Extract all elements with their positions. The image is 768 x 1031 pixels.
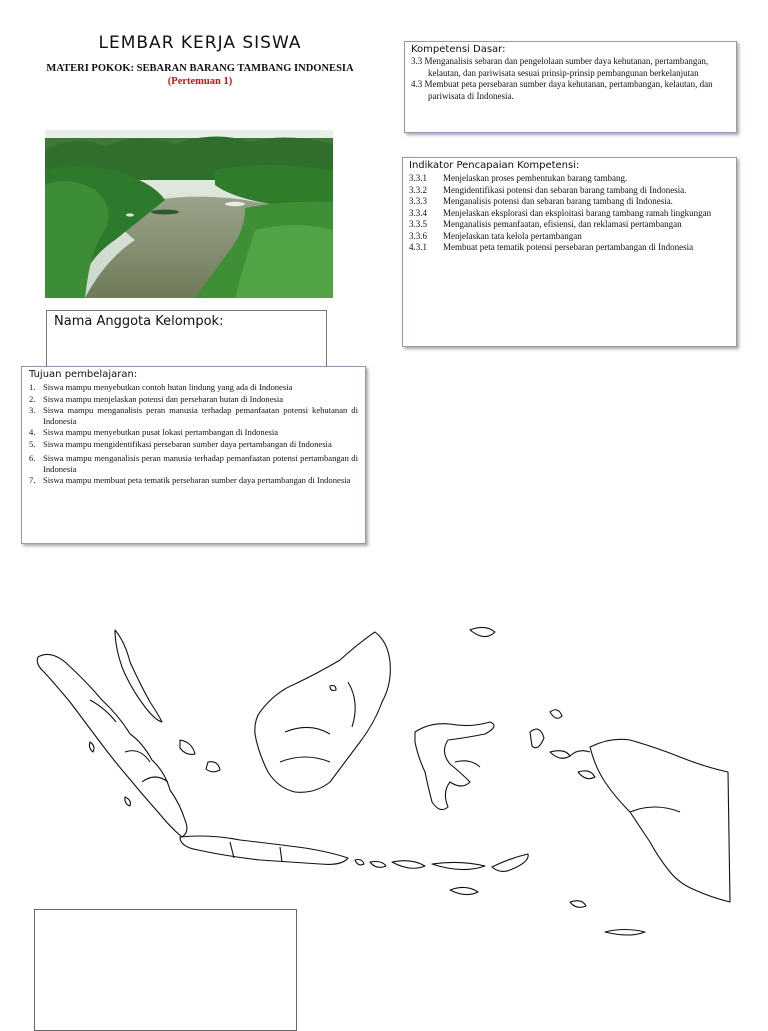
worksheet-subtitle: MATERI POKOK: SEBARAN BARANG TAMBANG INDONESIA [46, 63, 354, 74]
tujuan-item: 7. Siswa mampu membuat peta tematik persebaran sumber daya pertambangan di Indonesia [29, 475, 351, 485]
tujuan-item: 5. Siswa mampu mengidentifikasi persebaran sumber daya pertambangan di Indonesia [29, 438, 332, 449]
indikator-item: 3.3.3 Menganalisis potensi dan sebaran barang tambang di Indonesia. [409, 196, 673, 206]
indikator-item: 3.3.2 Mengidentifikasi potensi dan sebaran barang tambang di Indonesia. [409, 184, 687, 195]
indikator-title: Indikator Pencapaian Kompetensi: [409, 160, 580, 171]
map-kalimantan [255, 632, 390, 792]
tujuan-item: 3. Siswa mampu menganalisis peran manusia terhadap pemanfaatan potensi kehutanan di Indonesia [29, 405, 358, 426]
indikator-item: 3.3.5 Menganalisis pemanfaatan, efisiensi, dan reklamasi pertambangan [409, 219, 682, 229]
mangrove-photo [45, 130, 333, 298]
meeting-label: (Pertemuan 1) [167, 76, 233, 87]
answer-box[interactable] [34, 909, 297, 1031]
kompetensi-dasar-item: 3.3 Menganalisis sebaran dan pengelolaan sumber daya kehutanan, pertambangan, kelautan, dan pariwisata sesuai prinsip-prinsip pembangunan berkelanjutan [411, 56, 709, 78]
tujuan-item: 1. Siswa mampu menyebutkan contoh hutan lindung yang ada di Indonesia [29, 382, 293, 392]
tujuan-item: 2. Siswa mampu menjelaskan potensi dan persebaran hutan di Indonesia [29, 393, 284, 404]
kompetensi-dasar-box [404, 41, 737, 133]
tujuan-box [21, 366, 366, 544]
tujuan-title: Tujuan pembelajaran: [29, 369, 138, 380]
indikator-item: 4.3.1 Membuat peta tematik potensi persebaran pertambangan di Indonesia [409, 242, 694, 252]
worksheet-title: LEMBAR KERJA SISWA [98, 33, 302, 53]
nama-anggota-label: Nama Anggota Kelompok: [54, 314, 224, 329]
kompetensi-dasar-title: Kompetensi Dasar: [411, 44, 506, 55]
indikator-item: 3.3.6 Menjelaskan tata kelola pertambangan [409, 230, 582, 241]
indikator-item: 3.3.1 Menjelaskan proses pembentukan barang tambang. [409, 173, 628, 183]
indikator-box [402, 157, 737, 347]
map-java [180, 836, 348, 864]
tujuan-item: 6. Siswa mampu menganalisis peran manusia terhadap pemanfaatan potensi pertambangan di Indonesia [29, 453, 358, 474]
tujuan-item: 4. Siswa mampu menyebutkan pusat lokasi pertambangan di Indonesia [29, 427, 279, 437]
map-sulawesi [415, 722, 494, 810]
nama-anggota-box[interactable] [46, 310, 327, 367]
map-papua [590, 739, 730, 902]
indonesia-map [30, 622, 742, 945]
map-sumatra [37, 654, 187, 837]
indikator-item: 3.3.4 Menjelaskan eksplorasi dan eksploitasi barang tambang ramah lingkungan [409, 207, 712, 218]
kompetensi-dasar-item: 4.3 Membuat peta persebaran sumber daya kehutanan, pertambangan, kelautan, dan pariwisata di Indonesia. [411, 79, 713, 101]
map-malay-peninsula [115, 630, 162, 722]
